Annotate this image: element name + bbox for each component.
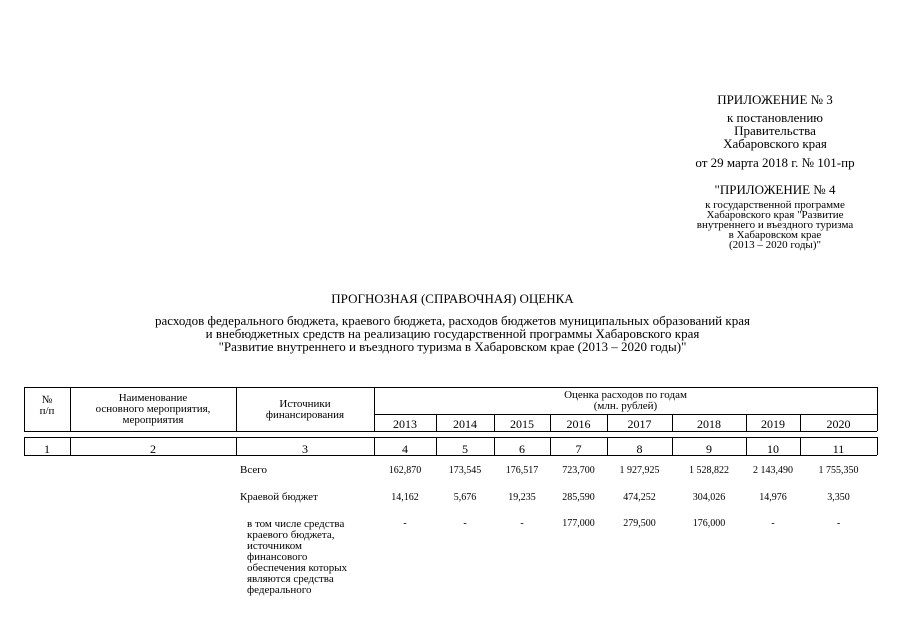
header-estimate-line-2: (млн. рублей): [593, 400, 658, 412]
year-2018: 2018: [697, 417, 721, 431]
header-estimate: [374, 390, 877, 412]
appendix-line-3: Хабаровского края: [723, 136, 827, 151]
row-value-2013: 14,162: [391, 492, 419, 503]
row-source: Всего: [240, 464, 267, 476]
appendix-line-2: Правительства: [734, 123, 816, 138]
year-2019: 2019: [761, 417, 785, 431]
row-value-2017: 279,500: [623, 518, 656, 529]
row-value-2018: 176,000: [692, 518, 726, 529]
program-appendix-line-5: (2013 – 2020 годы)": [729, 239, 821, 251]
col-number-8: 8: [636, 442, 643, 456]
col-number-9: 9: [706, 442, 712, 456]
appendix-line-1: к постановлению: [726, 110, 824, 125]
year-2014: 2014: [453, 417, 477, 431]
row-value-2019: 14,976: [759, 492, 787, 503]
header-no-line-2: п/п: [39, 405, 55, 417]
appendix-title: ПРИЛОЖЕНИЕ № 3: [717, 92, 833, 107]
row-source-line-2: краевого бюджета,: [247, 529, 335, 541]
program-appendix-title: "ПРИЛОЖЕНИЕ № 4: [714, 182, 836, 197]
program-appendix-line-2: Хабаровского края "Развитие: [706, 209, 844, 221]
row-source-line-3: источником: [247, 540, 302, 552]
header-activity-name: [70, 393, 236, 426]
document-subtitle-1: расходов федерального бюджета, краевого бюджета, расходов бюджетов муниципальных образований края: [155, 313, 750, 328]
program-appendix-line-1: к государственной программе: [705, 199, 845, 211]
document-subtitle-2: и внебюджетных средств на реализацию государственной программы Хабаровского края: [205, 326, 700, 341]
row-value-2014: 173,545: [448, 465, 482, 476]
col-number-6: 6: [519, 442, 525, 456]
header-activity-line-2: основного мероприятия,: [95, 403, 211, 415]
row-value-2019: -: [771, 518, 775, 529]
row-value-2020: 1 755,350: [818, 465, 859, 476]
row-value-2020: 3,350: [827, 492, 850, 503]
header-source-line-2: финансирования: [265, 409, 345, 421]
col-number-3: 3: [302, 442, 308, 456]
row-value-2016: 723,700: [562, 465, 595, 476]
document-subtitle-3: "Развитие внутреннего и въездного туризма в Хабаровском крае (2013 – 2020 годы)": [218, 339, 687, 354]
row-value-2015: 19,235: [508, 492, 536, 503]
row-value-2015: -: [520, 518, 524, 529]
row-value-2014: -: [463, 518, 467, 529]
row-value-2016: 285,590: [562, 492, 595, 503]
year-2013: 2013: [393, 417, 417, 431]
row-value-2020: -: [836, 518, 841, 529]
year-2017: 2017: [627, 417, 652, 431]
row-source-line-6: являются средства: [247, 573, 334, 585]
program-appendix-line-4: в Хабаровском крае: [728, 229, 822, 241]
col-number-11: 11: [832, 442, 845, 456]
header-estimate-line-1: Оценка расходов по годам: [564, 389, 687, 401]
row-value-2018: 304,026: [692, 492, 726, 503]
row-value-2018: 1 528,822: [689, 465, 729, 476]
row-value-2014: 5,676: [453, 492, 477, 503]
col-number-1: 1: [44, 442, 50, 456]
col-number-7: 7: [575, 442, 582, 456]
row-value-2015: 176,517: [505, 465, 539, 476]
header-no: [24, 395, 70, 417]
row-source-line-7: федерального: [247, 584, 312, 596]
header-no-line-1: №: [41, 394, 53, 406]
row-value-2013: -: [403, 518, 407, 529]
row-source-line-5: обеспечения которых: [247, 562, 348, 574]
row-source: Краевой бюджет: [240, 491, 318, 503]
row-source-multiline: [247, 519, 347, 596]
row-source-line-4: финансового: [247, 551, 308, 563]
year-2020: 2020: [826, 417, 851, 431]
col-number-5: 5: [462, 442, 468, 456]
year-2016: 2016: [566, 417, 591, 431]
year-2015: 2015: [510, 417, 534, 431]
row-value-2013: 162,870: [388, 465, 422, 476]
row-value-2019: 2 143,490: [753, 465, 793, 476]
row-value-2016: 177,000: [562, 518, 595, 529]
document-title: ПРОГНОЗНАЯ (СПРАВОЧНАЯ) ОЦЕНКА: [331, 291, 574, 306]
row-value-2017: 474,252: [623, 492, 656, 503]
col-number-4: 4: [402, 442, 408, 456]
header-activity-line-1: Наименование: [118, 392, 188, 404]
header-source-line-1: Источники: [279, 398, 331, 410]
header-funding-source: [236, 399, 374, 421]
row-source-line-1: в том числе средства: [247, 518, 345, 530]
appendix-date: от 29 марта 2018 г. № 101-пр: [695, 155, 855, 170]
program-appendix-line-3: внутреннего и въездного туризма: [696, 219, 854, 231]
row-value-2017: 1 927,925: [619, 465, 660, 476]
header-activity-line-3: мероприятия: [122, 414, 184, 426]
col-number-2: 2: [150, 442, 156, 456]
col-number-10: 10: [767, 442, 779, 456]
